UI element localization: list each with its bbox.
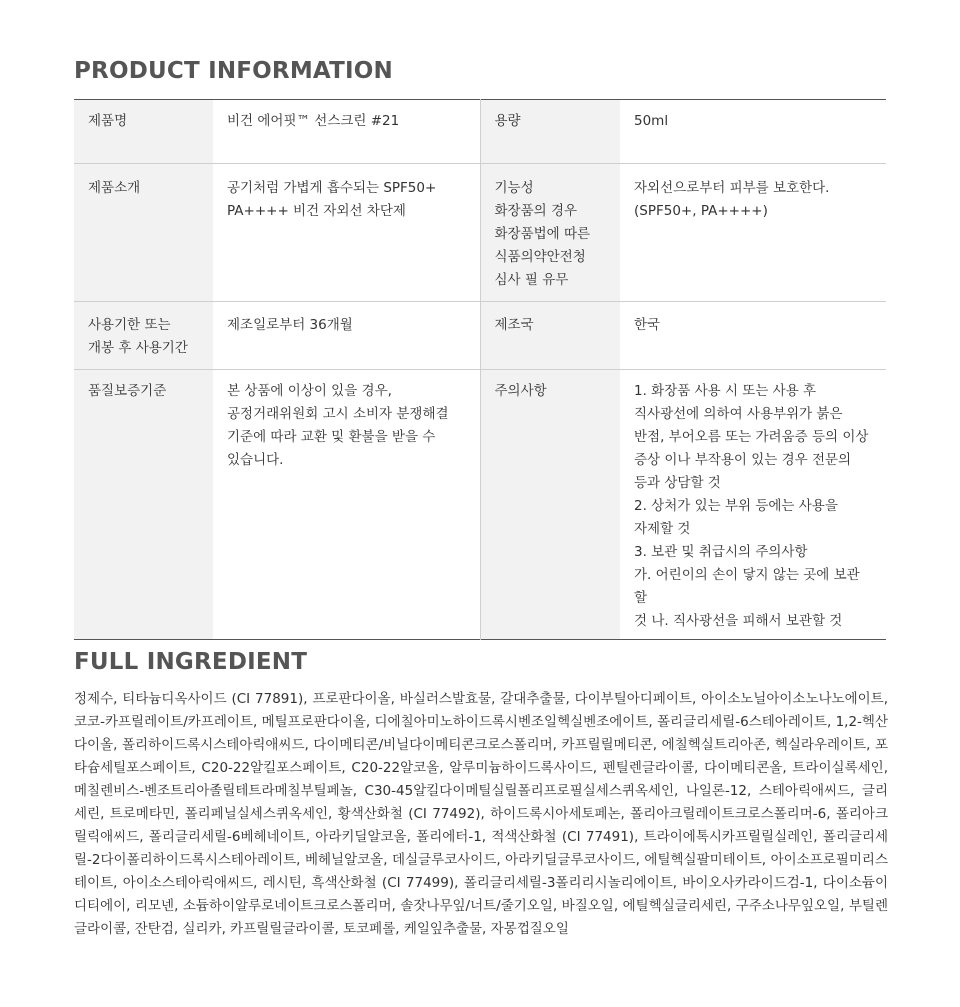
- info-value: 공기처럼 가볍게 흡수되는 SPF50+ PA++++ 비건 자외선 차단제: [227, 180, 437, 219]
- info-value-cell: [213, 370, 480, 640]
- full-ingredient-title: FULL INGREDIENT: [74, 649, 308, 675]
- info-value: 자외선으로부터 피부를 보호한다. (SPF50+, PA++++): [634, 180, 830, 219]
- info-label: 용량: [494, 113, 521, 129]
- info-label-cell: [74, 164, 213, 302]
- info-label-cell: [480, 302, 620, 370]
- info-label-cell: [480, 164, 620, 302]
- info-value: 본 상품에 이상이 있을 경우, 공정거래위원회 고시 소비자 분쟁해결 기준에 따라 교환 및 환불을 받을 수 있습니다.: [227, 383, 449, 468]
- info-value-cell: [213, 100, 480, 164]
- product-information-title: PRODUCT INFORMATION: [74, 58, 393, 84]
- info-label-cell: [480, 100, 620, 164]
- info-row-quality-caution: [74, 370, 886, 640]
- info-row-product-name: [74, 100, 886, 164]
- info-label: 제조국: [494, 317, 534, 333]
- info-value-cell: [620, 100, 886, 164]
- info-value-cell: [213, 302, 480, 370]
- info-value: 1. 화장품 사용 시 또는 사용 후 직사광선에 의하여 사용부위가 붉은 반점, 부어오름 또는 가려움증 등의 이상 증상 이나 부작용이 있는 경우 전문의 등과 상담할 것 2. 상처가 있는 부위 등에는 사용을 자제할 것 3. 보관 및 취급시의 주의사항 가. 어린이의 손이 닿지 않는 곳에 보관할 것 나. 직사광선을 피해서 보관할 것: [634, 383, 869, 629]
- info-value-cell: [620, 302, 886, 370]
- info-row-product-intro: [74, 164, 886, 302]
- info-label-cell: [74, 100, 213, 164]
- info-value: 한국: [634, 317, 661, 333]
- info-value-cell: [213, 164, 480, 302]
- info-value-cell: [620, 370, 886, 640]
- info-value: 제조일로부터 36개월: [227, 317, 353, 333]
- info-label: 사용기한 또는 개봉 후 사용기간: [88, 317, 188, 356]
- ingredient-list: 정제수, 티타늄디옥사이드 (CI 77891), 프로판다이올, 바실러스발효물, 갈대추출물, 다이부틸아디페이트, 아이소노닐아이소노나노에이트, 코코-카프릴레이트/카프레이트, 메틸프로판다이올, 디에칠아미노하이드록시벤조일헥실벤조에이트, 폴리글리세릴-6스테아레이트, 1,2-헥산다이올, 폴리하이드록시스테아릭애씨드, 다이메티콘/비닐다이메티콘크로스폴리머, 카프릴릴메티콘, 에칠헥실트리아존, 헥실라우레이트, 포타슘세틸포스페이트, C20-22알킬포스페이트, C20-22알코올, 알루미늄하이드록사이드, 펜틸렌글라이콜, 다이메티콘올, 트라이실록세인, 메칠렌비스-벤조트리아졸릴테트라메칠부틸페놀, C30-45알킬다이메틸실릴폴리프로필실세스퀴옥세인, 나일론-12, 스테아릭애씨드, 글리세린, 트로메타민, 폴리페닐실세스퀴옥세인, 황색산화철 (CI 77492), 하이드록시아세토페논, 폴리아크릴레이트크로스폴리머-6, 폴리아크릴릭애씨드, 폴리글리세릴-6베헤네이트, 아라키딜알코올, 폴리에터-1, 적색산화철 (CI 77491), 트라이에톡시카프릴릴실레인, 폴리글리세릴-2다이폴리하이드록시스테아레이트, 베헤닐알코올, 데실글루코사이드, 아라키딜글루코사이드, 에틸헥실팔미테이트, 아이소프로필미리스테이트, 아이소스테아릭애씨드, 레시틴, 흑색산화철 (CI 77499), 폴리글리세릴-3폴리리시놀리에이트, 바이오사카라이드검-1, 다이소듐이디티에이, 리모넨, 소듐하이알루로네이트크로스폴리머, 솔잣나무잎/너트/줄기오일, 바질오일, 에틸헥실글리세린, 구주소나무잎오일, 부틸렌글라이콜, 잔탄검, 실리카, 카프릴릴글라이콜, 토코페롤, 케일잎추출물, 자몽껍질오일: [74, 691, 888, 937]
- info-value: 50ml: [634, 113, 669, 129]
- info-label-cell: [480, 370, 620, 640]
- info-row-expiry: [74, 302, 886, 370]
- info-label: 제품명: [88, 113, 128, 129]
- info-value-cell: [620, 164, 886, 302]
- info-label: 품질보증기준: [88, 383, 167, 399]
- info-value: 비건 에어핏™ 선스크린 #21: [227, 113, 400, 129]
- info-label-cell: [74, 302, 213, 370]
- info-label: 주의사항: [494, 383, 547, 399]
- product-information-table: [74, 99, 886, 640]
- info-label-cell: [74, 370, 213, 640]
- info-label: 기능성 화장품의 경우 화장품법에 따른 식품의약안전청 심사 필 유무: [494, 180, 591, 288]
- info-label: 제품소개: [88, 180, 141, 196]
